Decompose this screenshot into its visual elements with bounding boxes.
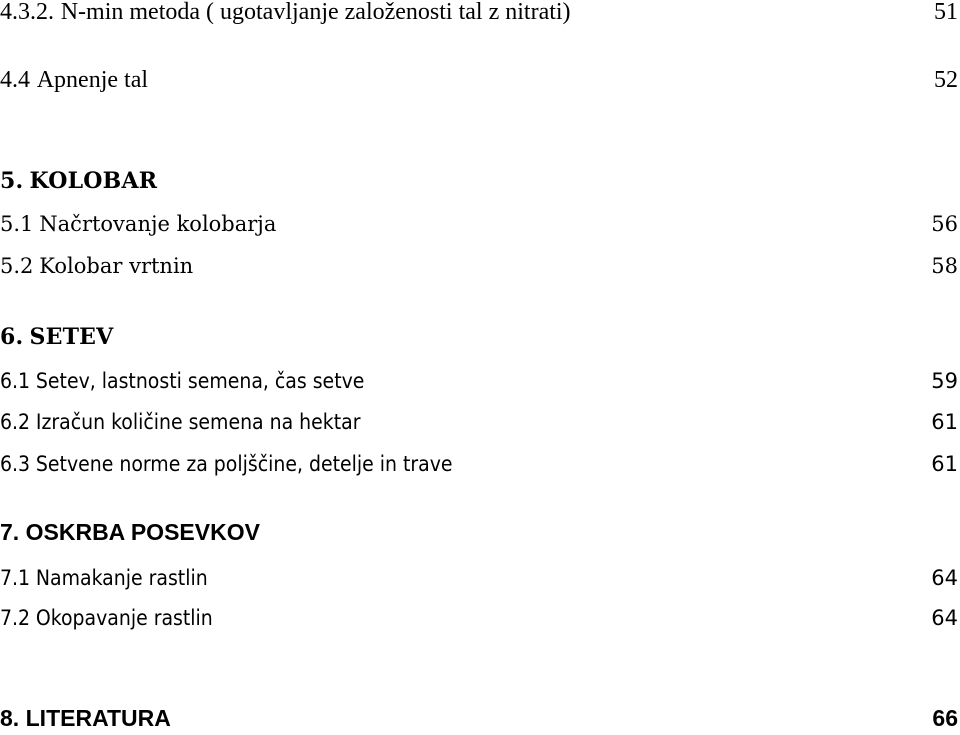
toc-page-number: 61	[931, 409, 958, 434]
toc-entry-label	[0, 409, 361, 434]
toc-entry-number: 4.4	[0, 67, 30, 93]
toc-section-heading	[0, 320, 960, 354]
toc-entry-number: 7.	[0, 518, 20, 545]
toc-entry-label	[0, 518, 260, 545]
toc-page-number: 56	[931, 211, 958, 236]
toc-entry-number: 6.1	[0, 368, 31, 393]
toc-page-number: 66	[932, 704, 958, 731]
toc-entry-label	[0, 0, 571, 24]
toc-entry-label	[0, 451, 453, 476]
toc-entry-title: Setvene norme za poljščine, detelje in trave	[35, 451, 453, 476]
toc-entry-title: LITERATURA	[25, 704, 171, 731]
toc-entry-number: 6.2	[0, 409, 31, 434]
toc-entry-label	[0, 368, 365, 393]
toc-entry	[0, 207, 960, 241]
toc-entry	[0, 561, 960, 595]
toc-page-number: 64	[931, 605, 958, 630]
toc-section-heading	[0, 164, 960, 198]
toc-entry-title: SETEV	[29, 324, 114, 350]
toc-entry-label	[0, 605, 213, 630]
toc-entry	[0, 63, 960, 97]
toc-entry-title: Načrtovanje kolobarja	[39, 211, 277, 236]
toc-page-number: 64	[931, 565, 958, 590]
toc-section-heading	[0, 515, 960, 549]
toc-entry	[0, 405, 960, 439]
toc-entry-label	[0, 68, 148, 92]
toc-entry-title: KOLOBAR	[29, 168, 158, 194]
toc-entry	[0, 447, 960, 481]
toc-page-number: 58	[931, 253, 958, 278]
toc-entry-number: 7.2	[0, 605, 31, 630]
toc-entry-title: Namakanje rastlin	[35, 565, 208, 590]
toc-entry-number: 7.1	[0, 565, 31, 590]
toc-entry-number: 6.3	[0, 451, 31, 476]
toc-entry-label	[0, 253, 194, 278]
toc-entry-number: 5.1	[0, 211, 34, 236]
toc-page-number: 52	[934, 67, 958, 93]
toc-entry-number: 4.3.2.	[0, 0, 54, 25]
toc-entry-number: 6.	[0, 324, 24, 350]
toc-page-number: 61	[931, 451, 958, 476]
toc-entry-title: N-min metoda ( ugotavljanje založenosti tal z nitrati)	[60, 0, 571, 25]
toc-entry-label	[0, 704, 171, 731]
toc-entry-label	[0, 565, 208, 590]
toc-entry	[0, 0, 960, 29]
toc-entry-title: Okopavanje rastlin	[35, 605, 213, 630]
toc-entry-title: Izračun količine semena na hektar	[35, 409, 361, 434]
toc-entry-label	[0, 211, 277, 236]
toc-entry	[0, 601, 960, 635]
toc-page-number: 59	[931, 368, 958, 393]
toc-page-number: 51	[934, 0, 958, 25]
toc-entry-title: Kolobar vrtnin	[39, 253, 194, 278]
toc-entry-title: Apnenje tal	[36, 67, 149, 93]
toc-entry-label	[0, 170, 157, 192]
toc-entry-title: Setev, lastnosti semena, čas setve	[35, 368, 365, 393]
toc-entry-number: 5.	[0, 168, 24, 194]
toc-entry-title: OSKRBA POSEVKOV	[25, 518, 260, 545]
toc-entry-number: 5.2	[0, 253, 34, 278]
toc-entry-label	[0, 326, 113, 348]
toc-entry	[0, 364, 960, 398]
toc-entry	[0, 249, 960, 283]
toc-entry-number: 8.	[0, 704, 20, 731]
